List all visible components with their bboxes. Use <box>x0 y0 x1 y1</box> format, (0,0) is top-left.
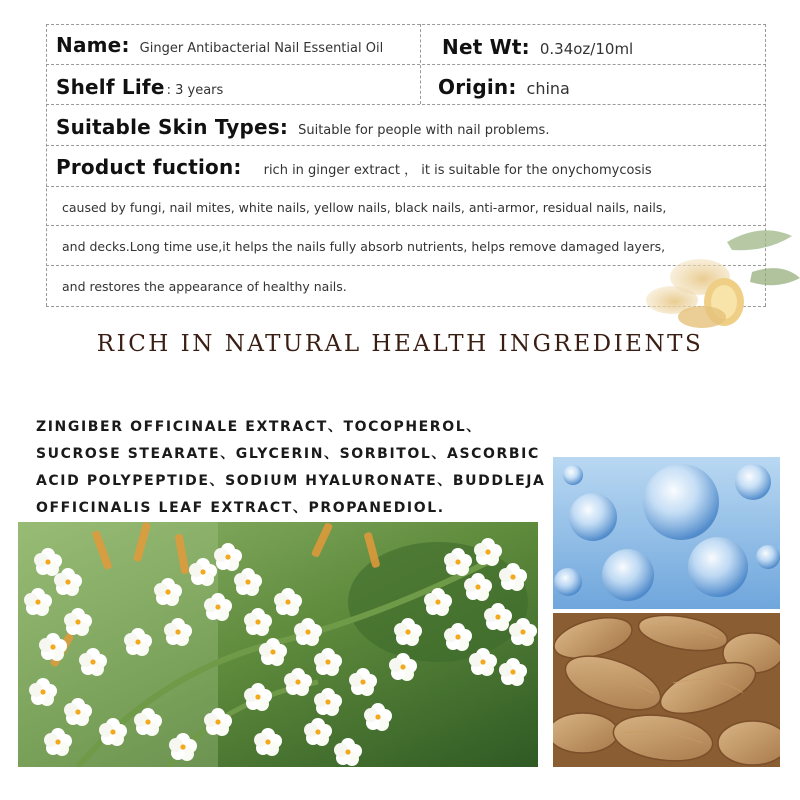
name-label: Name: <box>56 33 130 57</box>
skin-types-value: Suitable for people with nail problems. <box>298 123 550 138</box>
ingredients-line: ACID POLYPEPTIDE、SODIUM HYALURONATE、BUDDLEJA <box>36 473 546 489</box>
product-function-cell <box>56 155 652 179</box>
ginger-root-photo <box>553 613 780 767</box>
product-function-line: and restores the appearance of healthy nails. <box>62 279 347 294</box>
ingredients-line: SUCROSE STEARATE、GLYCERIN、SORBITOL、ASCORBIC <box>36 446 540 462</box>
net-weight-value: 0.34oz/10ml <box>539 40 634 58</box>
ingredients-list <box>36 414 556 522</box>
product-function-label: Product fuction: <box>56 155 242 179</box>
origin-value: china <box>526 79 570 98</box>
ingredients-heading: RICH IN NATURAL HEALTH INGREDIENTS <box>96 331 704 357</box>
skin-types-cell <box>56 115 549 139</box>
product-function-line: rich in ginger extract ， it is suitable for the onychomycosis <box>263 163 652 178</box>
shelf-life-value: : 3 years <box>166 83 224 98</box>
buddleja-flowers-photo <box>18 522 538 767</box>
product-function-line: and decks.Long time use,it helps the nails fully absorb nutrients, helps remove damaged layers, <box>62 239 666 254</box>
skin-types-label: Suitable Skin Types: <box>56 115 289 139</box>
ingredients-line: ZINGIBER OFFICINALE EXTRACT、TOCOPHEROL、 <box>36 419 482 435</box>
ingredients-line: OFFICINALIS LEAF EXTRACT、PROPANEDIOL. <box>36 500 445 516</box>
name-cell <box>56 33 383 57</box>
origin-label: Origin: <box>438 75 517 99</box>
shelf-life-cell <box>56 75 223 99</box>
origin-cell <box>438 75 570 99</box>
product-function-line: caused by fungi, nail mites, white nails, yellow nails, black nails, anti-armor, residual nails, nails, <box>62 200 667 215</box>
ginger-leaf-decoration <box>632 222 800 332</box>
name-value: Ginger Antibacterial Nail Essential Oil <box>139 41 384 56</box>
net-weight-label: Net Wt: <box>442 35 530 59</box>
hyaluronic-droplets-photo <box>553 457 780 609</box>
net-weight-cell <box>442 35 633 59</box>
shelf-life-label: Shelf Life <box>56 75 165 99</box>
